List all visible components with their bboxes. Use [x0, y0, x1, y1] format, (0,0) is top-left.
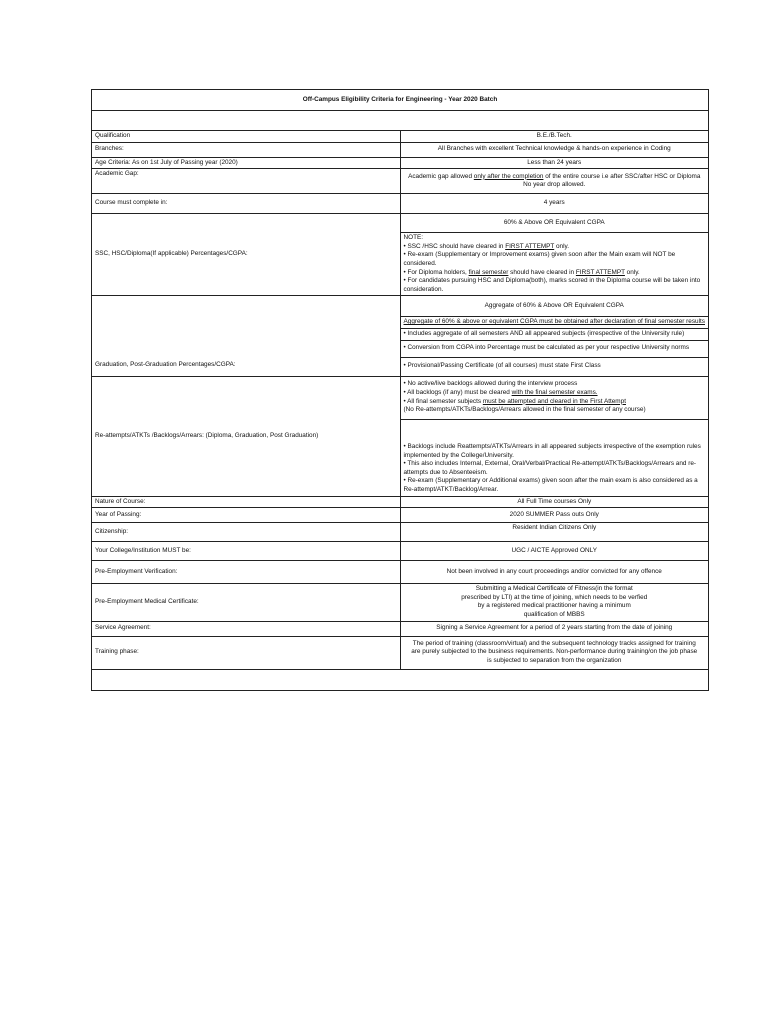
qualification-value: B.E./B.Tech.	[400, 131, 709, 143]
ssc-note-1: • SSC /HSC should have cleared in FIRST ATTEMPT only.	[403, 242, 570, 250]
college-value: UGC / AICTE Approved ONLY	[400, 542, 709, 561]
reattempt-definitions	[400, 419, 709, 496]
footer-spacer-row	[92, 669, 709, 690]
age-value: Less than 24 years	[400, 157, 709, 169]
course-value: 4 years	[400, 194, 709, 214]
ssc-header: 60% & Above OR Equivalent CGPA	[400, 214, 709, 233]
gap-text-post: of the entire course i.e after SSC/after HSC or Diploma	[543, 172, 701, 180]
nature-row	[92, 496, 709, 508]
service-value: Signing a Service Agreement for a period of 2 years starting from the date of joining	[400, 621, 709, 636]
ssc-notes	[400, 233, 709, 296]
training-value: The period of training (classroom/virtual) and the subsequent technology tracks assigned for training are purely subjected to the business requirements. Non-performance during training/on the job phase is subjected to separation from the organization	[400, 636, 709, 669]
medical-value: Submitting a Medical Certificate of Fitness(in the format prescribed by LTI) at the time of joining, which needs to be verfied by a registered medical practitioner having a minimum qualification of MBBS	[400, 584, 709, 621]
reattempt-definition-1: • Backlogs include Reattempts/ATKTs/Arrears in all appeared subjects irrespective of the exemption rules implemented by the College/University.	[403, 442, 701, 459]
spacer-row	[92, 111, 709, 131]
ssc-header-row	[92, 214, 709, 233]
course-row	[92, 194, 709, 214]
ssc-label: SSC, HSC/Diploma(If applicable) Percentages/CGPA:	[92, 214, 401, 296]
verification-value: Not been involved in any court proceedings and/or convicted for any offence	[400, 561, 709, 584]
branches-label: Branches:	[92, 142, 401, 157]
title-row	[92, 90, 709, 111]
age-label: Age Criteria: As on 1st July of Passing year (2020)	[92, 157, 401, 169]
ssc-note-4: • For candidates pursuing HSC and Diploma(both), marks scored in the Diploma course will be taken into consideration.	[403, 277, 701, 293]
reattempt-rule-1: • No active/live backlogs allowed during the interview process	[403, 380, 578, 388]
grad-criteria-2: • Includes aggregate of all semesters AND all appeared subjects (irrespective of the University rule)	[400, 328, 709, 340]
reattempt-rule-2: • All backlogs (if any) must be cleared with the final semester exams.	[403, 388, 598, 396]
reattempt-rules	[400, 376, 709, 419]
college-label: Your College/Institution MUST be:	[92, 542, 401, 561]
year-value: 2020 SUMMER Pass outs Only	[400, 508, 709, 523]
eligibility-table	[91, 89, 709, 691]
reattempt-definition-3: • Re-exam (Supplementary or Additional exams) given soon after the main exam is also considered as a Re-attempt/ATKT/Backlog/Arrear.	[403, 477, 698, 493]
verification-row	[92, 561, 709, 584]
medical-label: Pre-Employment Medical Certificate:	[92, 584, 401, 621]
citizenship-value: Resident Indian Citizens Only	[400, 523, 709, 542]
reattempt-definition-2: • This also includes Internal, External, Oral/Verbal/Practical Re-attempt/ATKTs/Backlogs/Arrears and re-attempts due to Absenteeism.	[403, 460, 697, 476]
ssc-note-heading: NOTE:	[403, 234, 424, 242]
gap-text-line2: No year drop allowed.	[523, 181, 586, 189]
page-title: Off-Campus Eligibility Criteria for Engineering - Year 2020 Batch	[92, 90, 709, 111]
grad-header-row	[92, 296, 709, 317]
course-label: Course must complete in:	[92, 194, 401, 214]
gap-label: Academic Gap:	[92, 169, 401, 194]
service-row	[92, 621, 709, 636]
grad-criteria-1: Aggregate of 60% & above or equivalent CGPA must be obtained after declaration of final semester results	[400, 317, 709, 329]
service-label: Service Agreement:	[92, 621, 401, 636]
grad-criteria-4: • Provisional/Passing Certificate (of all courses) must state First Class	[400, 357, 709, 376]
verification-label: Pre-Employment Verification:	[92, 561, 401, 584]
medical-row	[92, 584, 709, 621]
nature-value: All Full Time courses Only	[400, 496, 709, 508]
citizenship-row	[92, 523, 709, 542]
grad-header: Aggregate of 60% & Above OR Equivalent CGPA	[400, 296, 709, 317]
reattempt-rule-3: • All final semester subjects must be attempted and cleared in the First Attempt	[403, 397, 626, 405]
training-row	[92, 636, 709, 669]
qualification-row	[92, 131, 709, 143]
gap-value	[400, 169, 709, 194]
reattempt-label: Re-attempts/ATKTs /Backlogs/Arrears: (Diploma, Graduation, Post Graduation)	[92, 376, 401, 496]
gap-text-pre: Academic gap allowed	[408, 172, 474, 180]
nature-label: Nature of Course:	[92, 496, 401, 508]
year-label: Year of Passing:	[92, 508, 401, 523]
branches-value: All Branches with excellent Technical knowledge & hands-on experience in Coding	[400, 142, 709, 157]
ssc-note-3: • For Diploma holders, final semester should have cleared in FIRST ATTEMPT only.	[403, 268, 640, 276]
qualification-label: Qualification	[92, 131, 401, 143]
gap-row	[92, 169, 709, 194]
branches-row	[92, 142, 709, 157]
ssc-note-2: • Re-exam (Supplementary or Improvement exams) given soon after the Main exam will NOT be considered.	[403, 251, 676, 267]
college-row	[92, 542, 709, 561]
grad-label: Graduation, Post-Graduation Percentages/CGPA:	[92, 296, 401, 376]
age-row	[92, 157, 709, 169]
training-label: Training phase:	[92, 636, 401, 669]
year-row	[92, 508, 709, 523]
grad-criteria-3: • Conversion from CGPA into Percentage must be calculated as per your respective University norms	[400, 340, 709, 357]
citizenship-label: Citizenship:	[92, 523, 401, 542]
reattempt-row-1	[92, 376, 709, 419]
gap-text-underlined: only after the completion	[473, 172, 544, 180]
reattempt-rule-4: (No Re-attempts/ATKTs/Backlogs/Arrears allowed in the final semester of any course)	[403, 406, 646, 414]
